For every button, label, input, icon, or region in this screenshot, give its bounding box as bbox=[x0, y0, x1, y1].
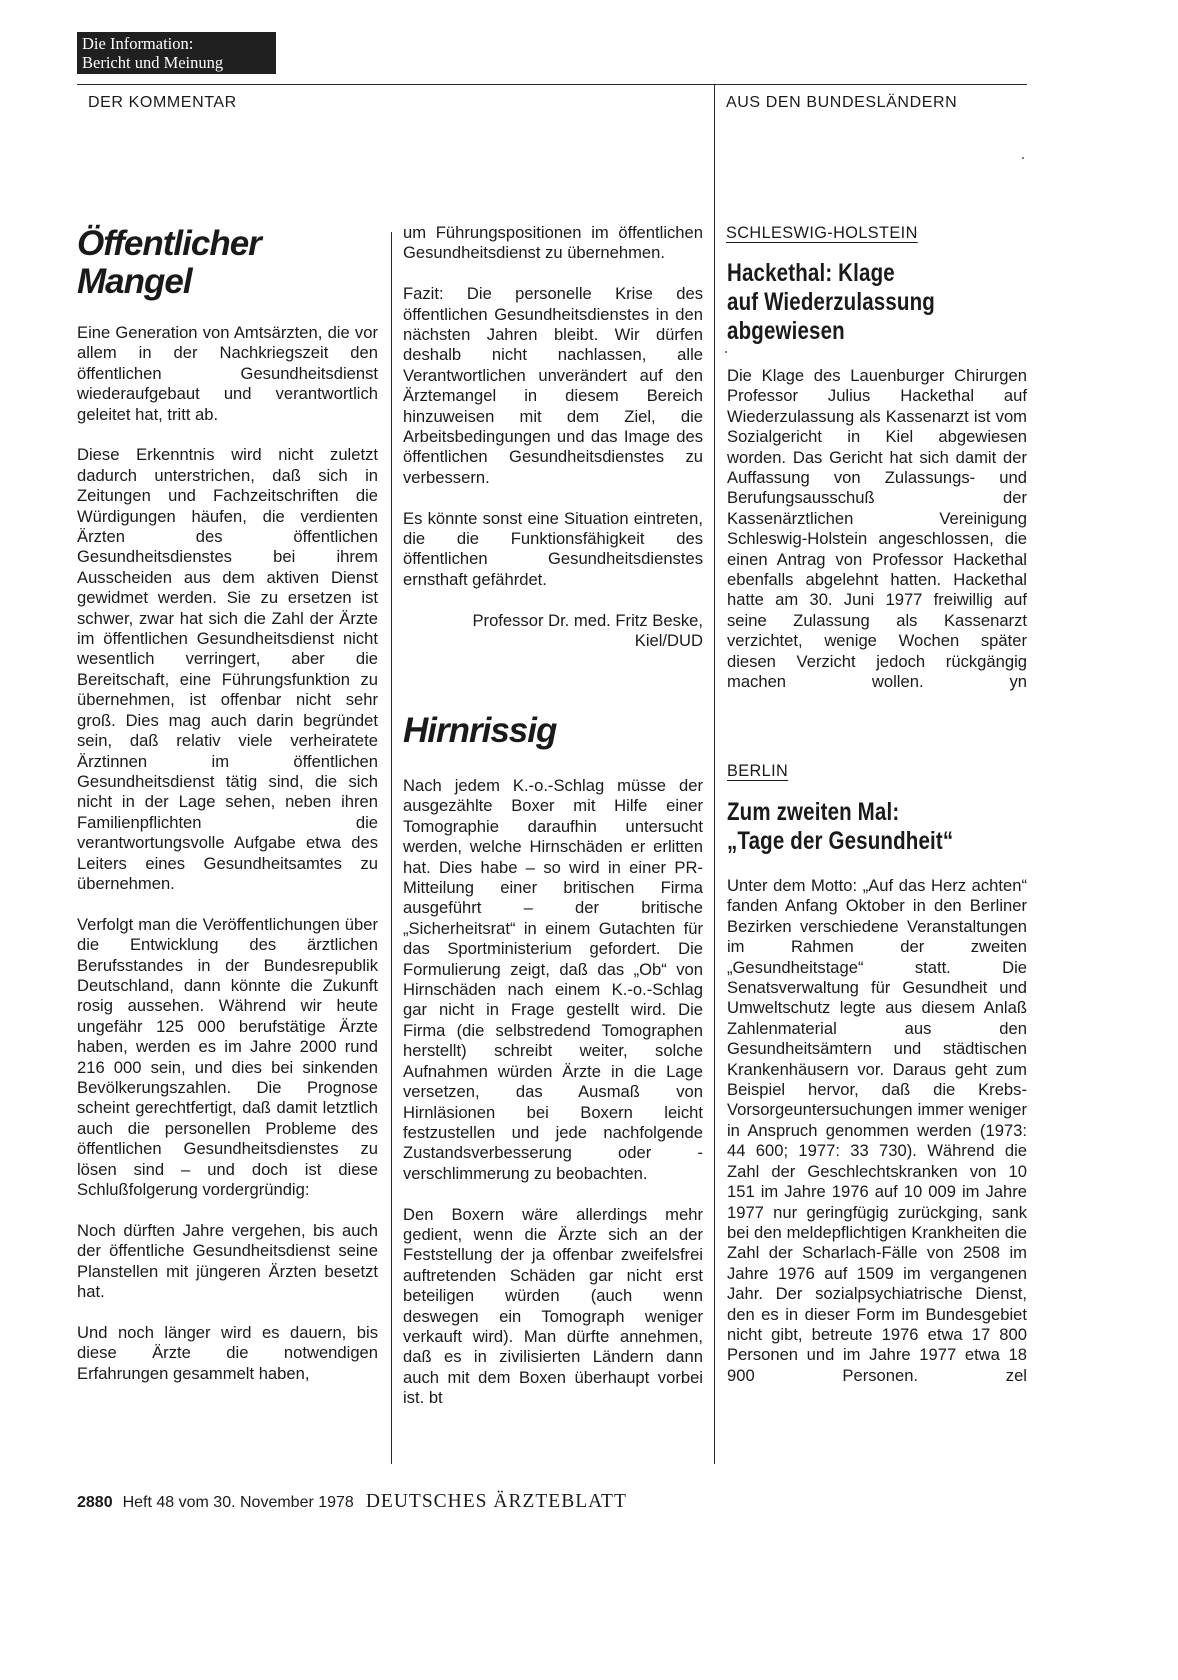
headline-line-1: Hackethal: Klage bbox=[727, 259, 895, 287]
column-divider bbox=[714, 84, 715, 1464]
state-label-berlin: BERLIN bbox=[727, 762, 789, 780]
headline-line-2: auf Wiederzulassung bbox=[727, 288, 935, 316]
signature-line-2: Kiel/DUD bbox=[634, 631, 703, 651]
section-label-bundeslaender: AUS DEN BUNDESLÄNDERN bbox=[726, 94, 958, 111]
issue-date: Heft 48 vom 30. November 1978 bbox=[122, 1494, 354, 1511]
header-rule bbox=[77, 84, 1027, 85]
article-title-hirnrissig: Hirnrissig bbox=[403, 711, 557, 750]
kommentar2-body bbox=[403, 776, 703, 1409]
headline-line-2: „Tage der Gesundheit“ bbox=[727, 827, 954, 855]
section-label-kommentar: DER KOMMENTAR bbox=[88, 94, 237, 111]
article-title-oeffentlicher-mangel bbox=[77, 225, 377, 301]
headline-line-3: abgewiesen bbox=[727, 317, 845, 345]
signature-line-1: Professor Dr. med. Fritz Beske, bbox=[472, 610, 703, 630]
paragraph: um Führungspositionen im öffentlichen Gesundheitsdienst zu übernehmen. bbox=[403, 223, 703, 263]
rubric-line-2: Bericht und Meinung bbox=[82, 53, 224, 72]
headline-tage-der-gesundheit bbox=[727, 798, 953, 856]
paragraph: Nach jedem K.-o.-Schlag müsse der ausgezählte Boxer mit Hilfe einer Tomographie daraufhin untersucht werden, welche Hirnschäden er erlitten hat. Dies habe – so wird in einer PR-Mitteilung einer britischen Firma ausgeführt – der britische „Sicherheitsrat“ in einem Gutachten für das Sportministerium gefordert. Die Formulierung zeigt, daß das „Ob“ von Hirnschäden nach einem K.-o.-Schlag gar nicht in Frage gestellt wird. Die Firma (die selbstredend Tomographen herstellt) schreibt weiter, solche Aufnahmen würden Ärzte in die Lage versetzen, das Ausmaß von Hirnläsionen bei Boxern leicht festzustellen und jede nachfolgende Zustandsverbesserung oder -verschlimmerung zu beobachten. bbox=[403, 776, 703, 1183]
title-line-2: Mangel bbox=[77, 262, 192, 301]
paragraph: Fazit: Die personelle Krise des öffentlichen Gesundheitsdienstes in den nächsten Jahren bleibt. Wir dürfen deshalb nicht nachlassen, alle Verantwortlichen unverändert auf den Ärztemangel in diesem Bereich hinzuweisen mit dem Ziel, die Arbeitsbedingungen und das Image des öffentlichen Gesundheitsdienstes zu verbessern. bbox=[403, 284, 703, 487]
state-label-schleswig-holstein: SCHLESWIG-HOLSTEIN bbox=[726, 224, 918, 242]
paragraph: Es könnte sonst eine Situation eintreten, die die Funktionsfähigkeit des öffentlichen Gesundheitsdienstes ernsthaft gefährdet. bbox=[403, 508, 703, 589]
headline-line-1: Zum zweiten Mal: bbox=[727, 798, 900, 826]
author-initials: zel bbox=[1005, 1365, 1027, 1385]
rubric-label bbox=[77, 32, 276, 74]
paragraph: Den Boxern wäre allerdings mehr gedient, wenn die Ärzte sich an der Feststellung der ja offenbar zweifelsfrei auftretenden Schäden gar nicht erst beteiligen würden (auch wenn deswegen ein Tomograph weniger verkauft wird). Man dürfte annehmen, daß es in zivilisierten Ländern dann auch mit dem Boxen überhaupt vorbei ist. bt bbox=[403, 1204, 703, 1408]
paragraph: Verfolgt man die Veröffentlichungen über die Entwicklung des ärztlichen Berufsstandes in der Bundesrepublik Deutschland, dann könnte die Zukunft rosig aussehen. Während wir heute ungefähr 125 000 berufstätige Ärzte haben, werden es im Jahre 2000 rund 216 000 sein, und dies bei sinkenden Bevölkerungszahlen. Die Prognose scheint gerechtfertigt, daß damit letztlich auch die personellen Probleme des öffentlichen Gesundheitsdienstes zu lösen sind – und doch ist diese Schlußfolgerung vordergründig: bbox=[77, 914, 378, 1200]
paragraph: Und noch länger wird es dauern, bis diese Ärzte die notwendigen Erfahrungen gesammelt haben, bbox=[77, 1322, 378, 1383]
page-number: 2880 bbox=[77, 1494, 113, 1511]
masthead: DEUTSCHES ÄRZTEBLATT bbox=[365, 1491, 627, 1512]
paragraph: Noch dürften Jahre vergehen, bis auch der öffentliche Gesundheitsdienst seine Planstellen mit jüngeren Ärzten besetzt hat. bbox=[77, 1220, 378, 1302]
column-divider-left bbox=[391, 232, 392, 1464]
headline-hackethal bbox=[727, 259, 935, 346]
scan-speck bbox=[1022, 157, 1024, 159]
paragraph: Eine Generation von Amtsärzten, die vor allem in der Nachkriegszeit den öffentlichen Gesundheitsdienst wiederaufgebaut und verantwortlich geleitet hat, tritt ab. bbox=[77, 323, 378, 424]
paragraph bbox=[727, 876, 1027, 1386]
scan-speck bbox=[725, 351, 727, 353]
author-signature bbox=[403, 611, 703, 652]
kommentar1-column-2 bbox=[403, 223, 703, 651]
author-initials: yn bbox=[1009, 672, 1027, 692]
news1-body bbox=[727, 366, 1027, 693]
news2-body bbox=[727, 876, 1027, 1386]
kommentar1-column-1 bbox=[77, 323, 378, 1384]
paragraph bbox=[727, 366, 1027, 693]
news1-text: Die Klage des Lauenburger Chirurgen Professor Julius Hackethal auf Wiederzulassung als Kassenarzt ist vom Sozialgericht in Kiel abgewiesen worden. Das Gericht hat sich damit der Auffassung von Zulassungs- und Berufungsausschuß der Kassenärztlichen Vereinigung Schleswig-Holstein angeschlossen, die einen Antrag von Professor Hackethal ebenfalls abgelehnt hatten. Hackethal hatte am 30. Juni 1977 freiwillig auf seine Zulassung als Kassenarzt verzichtet, wenige Wochen später diesen Verzicht jedoch rückgängig machen wollen. bbox=[727, 366, 1027, 692]
page-footer bbox=[77, 1491, 627, 1513]
news2-text: Unter dem Motto: „Auf das Herz achten“ fanden Anfang Oktober in den Berliner Bezirken verschiedene Veranstaltungen im Rahmen der zweiten „Gesundheitstage“ statt. Die Senatsverwaltung für Gesundheit und Umweltschutz legte aus diesem Anlaß Zahlenmaterial aus den Gesundheitsämtern und städtischen Krankenhäusern vor. Daraus geht zum Beispiel hervor, daß die Krebs-Vorsorgeuntersuchungen immer weniger in Anspruch genommen werden (1973: 44 600; 1977: 33 730). Während die Zahl der Geschlechtskranken von 10 151 im Jahre 1976 auf 10 009 im Jahre 1977 nur geringfügig zurückging, sank bei den meldepflichtigen Krankheiten die Zahl der Scharlach-Fälle von 2508 im Jahre 1976 auf 1509 im vergangenen Jahr. Der sozialpsychiatrische Dienst, den es in dieser Form im Bundesgebiet nicht gibt, betreute 1976 etwa 17 800 Personen und im Jahre 1977 etwa 18 900 Personen. bbox=[727, 876, 1027, 1385]
rubric-line-1: Die Information: bbox=[82, 34, 194, 53]
paragraph: Diese Erkenntnis wird nicht zuletzt dadurch unterstrichen, daß sich in Zeitungen und Fachzeitschriften die Würdigungen häufen, die verdienten Ärzten des öffentlichen Gesundheitsdienstes bei ihrem Ausscheiden aus dem aktiven Dienst gewidmet werden. Sie zu ersetzen ist schwer, zwar hat sich die Zahl der Ärzte im öffentlichen Gesundheitsdienst nicht wesentlich verringert, aber die Bereitschaft, eine Führungsfunktion zu übernehmen, ist offenbar nicht sehr groß. Dies mag auch darin begründet sein, daß relativ viele verheiratete Ärztinnen im öffentlichen Gesundheitsdienst tätig sind, die sich nicht in der Lage sehen, neben ihren Familienpflichten die verantwortungsvolle Aufgabe etwa des Leiters eines Gesundheitsamtes zu übernehmen. bbox=[77, 445, 378, 893]
title-line-1: Öffentlicher bbox=[77, 224, 261, 263]
